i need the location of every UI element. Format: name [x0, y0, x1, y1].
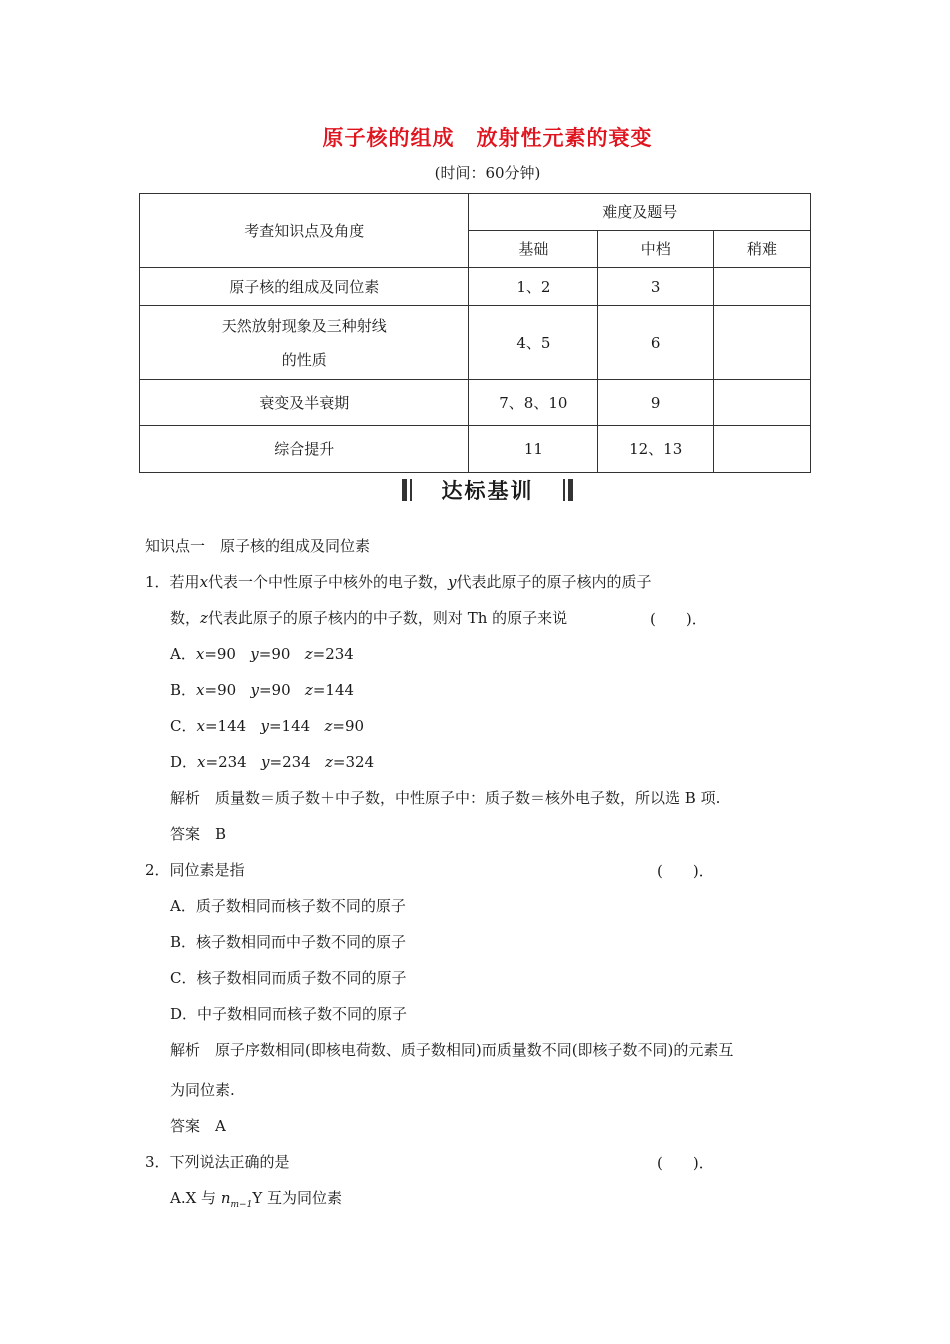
row-hard	[714, 306, 811, 380]
row-topic-line2: 的性质	[281, 350, 327, 369]
option-d: D．x=234 y=234 z=324	[170, 753, 375, 771]
q1-stem-part: 代表此原子的原子核内的中子数，则对 Th 的原子来说	[207, 609, 568, 627]
var-z: z	[200, 609, 208, 627]
option-x-value: =144	[204, 717, 247, 735]
answer-blank: ( )．	[657, 862, 714, 880]
table-row	[140, 306, 811, 380]
q1-stem-part: 数，	[170, 609, 201, 627]
banner-bar-right-thin	[563, 479, 565, 501]
answer: 答案 A	[170, 1117, 226, 1135]
var-n: n	[220, 1189, 231, 1207]
question-3	[145, 1152, 290, 1172]
row-medium: 12、13	[598, 426, 714, 473]
row-topic: 原子核的组成及同位素	[140, 268, 469, 306]
var-y: y	[448, 573, 457, 591]
option-x-value: =90	[204, 645, 236, 663]
option-z-value: =90	[332, 717, 365, 735]
option-b: B．核子数相同而中子数不同的原子	[170, 933, 407, 951]
option-z-value: =144	[312, 681, 355, 699]
option-d: D．中子数相同而核子数不同的原子	[170, 1005, 408, 1023]
row-medium: 6	[598, 306, 714, 380]
table-row	[140, 268, 811, 306]
analysis-continued: 为同位素.	[170, 1081, 235, 1099]
option-y-value: =90	[258, 645, 291, 663]
option-label: A．	[170, 645, 196, 663]
option-a	[170, 1188, 342, 1215]
row-topic: 衰变及半衰期	[140, 380, 469, 426]
option-x-value: =90	[204, 681, 237, 699]
page-title: 原子核的组成 放射性元素的衰变	[322, 126, 653, 150]
option-z-value: =234	[312, 645, 354, 663]
question-number: 2．	[145, 861, 170, 879]
question-1	[145, 572, 652, 592]
question-2	[145, 860, 245, 880]
table-row	[140, 426, 811, 473]
row-hard	[714, 426, 811, 473]
row-topic: 综合提升	[140, 426, 469, 473]
answer-blank: ( )．	[657, 1154, 714, 1172]
answer-blank: ( )．	[650, 610, 707, 628]
header-medium: 中档	[598, 231, 714, 268]
option-a: A．x=90 y=90 z=234	[170, 645, 354, 663]
time-limit: (时间：60分钟)	[434, 164, 541, 182]
answer: 答案 B	[170, 825, 227, 843]
question-1-line2	[170, 608, 567, 628]
option-y-value: =234	[269, 753, 311, 771]
option-b: B．x=90 y=90 z=144	[170, 681, 355, 699]
var-x: x	[199, 573, 209, 591]
option-text: Y 互为同位素	[252, 1189, 342, 1207]
question-number: 1．	[145, 573, 170, 591]
analysis: 解析 质量数＝质子数＋中子数，中性原子中：质子数＝核外电子数，所以选 B 项.	[170, 789, 721, 807]
header-knowledge: 考查知识点及角度	[140, 194, 469, 268]
option-x-value: =234	[205, 753, 247, 771]
row-medium: 3	[598, 268, 714, 306]
question-number: 3．	[145, 1153, 170, 1171]
row-topic	[140, 306, 469, 380]
row-basic: 11	[469, 426, 598, 473]
knowledge-table	[139, 193, 811, 473]
q1-stem-part: 若用	[169, 573, 200, 591]
row-basic: 7、8、10	[469, 380, 598, 426]
section-heading: 知识点一 原子核的组成及同位素	[145, 537, 371, 555]
row-hard	[714, 268, 811, 306]
analysis: 解析 原子序数相同(即核电荷数、质子数相同)而质量数不同(即核子数不同)的元素互	[170, 1041, 734, 1059]
header-difficulty: 难度及题号	[469, 194, 811, 231]
table-row	[140, 380, 811, 426]
row-basic: 4、5	[469, 306, 598, 380]
q1-stem-part: 代表一个中性原子中核外的电子数，	[208, 573, 449, 591]
header-basic: 基础	[469, 231, 598, 268]
q1-stem-part: 代表此原子的原子核内的质子	[456, 573, 652, 591]
question-stem: 下列说法正确的是	[169, 1153, 290, 1171]
option-c: C．x=144 y=144 z=90	[170, 717, 365, 735]
question-stem: 同位素是指	[169, 861, 245, 879]
option-label: B．	[170, 681, 197, 699]
option-label: D．	[170, 753, 198, 771]
row-hard	[714, 380, 811, 426]
option-y-value: =144	[268, 717, 311, 735]
option-y-value: =90	[258, 681, 291, 699]
row-topic-line1: 天然放射现象及三种射线	[221, 316, 387, 335]
option-label: C．	[170, 717, 197, 735]
row-medium: 9	[598, 380, 714, 426]
option-z-value: =324	[332, 753, 375, 771]
subscript: m−1	[230, 1200, 253, 1210]
banner-bar-right	[568, 479, 573, 501]
option-a: A．质子数相同而核子数不同的原子	[170, 897, 406, 915]
section-banner	[400, 475, 575, 505]
option-c: C．核子数相同而质子数不同的原子	[170, 969, 407, 987]
row-basic: 1、2	[469, 268, 598, 306]
banner-label: 达标基训	[441, 479, 534, 503]
option-text: A.X 与	[170, 1189, 221, 1207]
header-hard: 稍难	[714, 231, 811, 268]
